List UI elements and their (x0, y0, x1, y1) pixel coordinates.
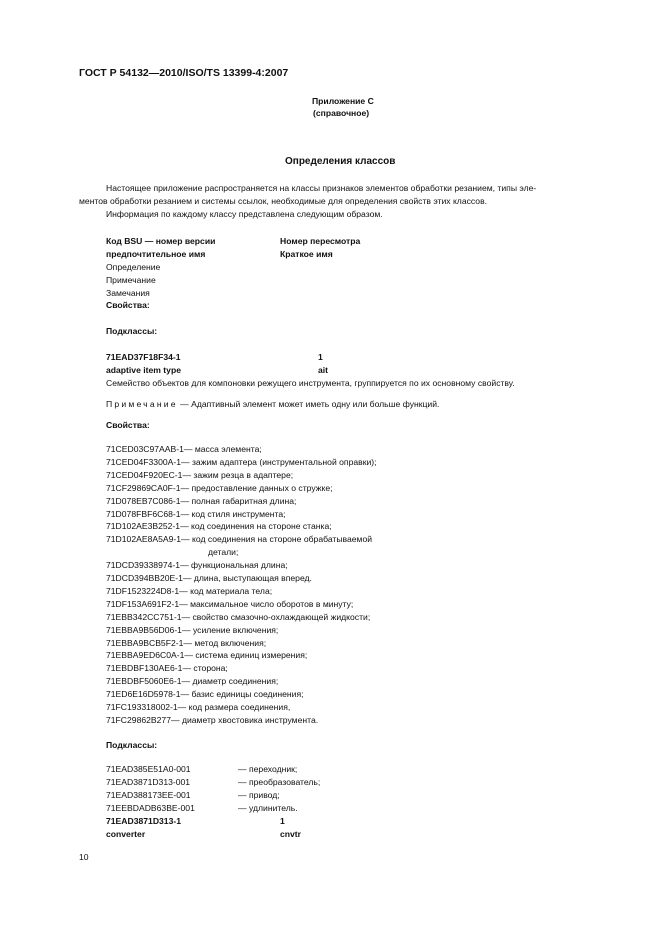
subclass-description: — удлинитель. (238, 802, 298, 813)
class2-short-name: cnvtr (280, 829, 302, 839)
property-description: — диаметр хвостовика инструмента. (170, 714, 319, 725)
subclass-description: — привод; (238, 789, 280, 800)
property-code: 71EBBA9ED6C0A-1 (106, 650, 185, 661)
property-code: 71EBDBF130AE6-1 (106, 663, 183, 674)
template-subclasses: Подклассы: (106, 326, 158, 336)
template-remarks: Замечания (106, 288, 150, 298)
property-row (106, 650, 307, 661)
property-row (106, 483, 333, 494)
subclass-code: 71EEBDADB63BE-001 (106, 802, 195, 813)
property-description: — метод включения; (183, 637, 267, 648)
property-description: — базис единицы соединения; (180, 689, 304, 700)
property-code: 71DF1523224D8-1 (106, 585, 180, 596)
property-code: 71FC193318002-1 (106, 702, 178, 712)
property-code: 71CED04F3300A-1 (106, 456, 182, 467)
property-row (106, 534, 372, 545)
class-revision: 1 (318, 352, 323, 362)
property-row (106, 547, 238, 558)
property-description: — код стиля инструмента; (180, 508, 286, 519)
property-code: 71EBBA9BCB5F2-1 (106, 637, 184, 648)
appendix-title: Приложение С (312, 96, 374, 106)
template-preferred-name: предпочтительное имя (106, 249, 206, 259)
property-code: 71D102AE3B252-1 (106, 521, 181, 532)
property-row (106, 715, 318, 726)
property-description: — максимальное число оборотов в минуту; (179, 598, 354, 609)
property-description: — код соединения на стороне обрабатываемой (181, 534, 373, 545)
property-code: 71CED03C97AAB-1 (106, 444, 184, 454)
property-row (106, 689, 304, 700)
subclass-description: — переходник; (238, 764, 298, 774)
property-description: — свойство смазочно-охлаждающей жидкости; (181, 611, 371, 622)
subclass-row (106, 764, 297, 775)
template-definition: Определение (106, 262, 161, 272)
property-row (106, 560, 288, 571)
property-description: детали; (208, 547, 239, 558)
subclass-row (106, 777, 320, 788)
property-description: — код материала тела; (179, 585, 273, 596)
intro-paragraph-line2: ментов обработки резанием и системы ссылок, необходимые для определения свойств этих классов. (79, 196, 488, 206)
subclass-code: 71EAD385E51A0-001 (106, 764, 191, 774)
property-description: — сторона; (182, 663, 228, 674)
property-row (106, 573, 312, 584)
property-code: 71D078FBF6C68-1 (106, 508, 181, 519)
class2-name: converter (106, 829, 146, 839)
property-row (106, 509, 286, 520)
property-code: 71DCD394BB20E-1 (106, 573, 183, 583)
class-name: adaptive item type (106, 365, 181, 375)
property-description: — полная габаритная длина; (180, 495, 297, 506)
template-short-name: Краткое имя (280, 249, 333, 259)
property-code: 71EBBA9B56D06-1 (106, 624, 182, 635)
note-text: — Адаптивный элемент может иметь одну или больше функций. (177, 399, 440, 409)
property-code: 71FC29862B277 (106, 714, 171, 725)
property-row (106, 444, 262, 455)
appendix-note: (справочное) (313, 108, 370, 118)
class-definition: Семейство объектов для компоновки режущего инструмента, группируется по их основному свойству. (106, 378, 515, 388)
subclass-code: 71EAD388173EE-001 (106, 789, 191, 800)
property-description: — масса элемента; (183, 444, 262, 454)
property-row (106, 638, 266, 649)
property-code: 71ED6E16D5978-1 (106, 689, 181, 700)
property-description: — зажим адаптера (инструментальной оправки); (181, 456, 377, 467)
property-code: 71EBB342CC751-1 (106, 611, 182, 622)
class2-code: 71EAD3871D313-1 (106, 816, 182, 826)
subclass-row (106, 803, 298, 814)
class-code: 71EAD37F18F34-1 (106, 352, 181, 362)
document-header: ГОСТ Р 54132—2010/ISO/TS 13399-4:2007 (79, 67, 289, 79)
class-short-name: ait (318, 365, 329, 375)
subclass-description: — преобразователь; (238, 776, 321, 787)
property-row (106, 599, 353, 610)
property-row (106, 470, 293, 481)
property-row (106, 496, 296, 507)
property-description: — длина, выступающая вперед. (182, 573, 312, 583)
note-label: Примечание (106, 399, 178, 409)
class2-revision: 1 (280, 816, 285, 826)
property-row (106, 586, 272, 597)
section-title: Определения классов (285, 156, 396, 167)
property-description: — код размера соединения, (177, 702, 291, 712)
property-row (106, 663, 228, 674)
property-row (106, 457, 377, 468)
property-code: 71DCD39338974-1 (106, 560, 181, 571)
subclass-code: 71EAD3871D313-001 (106, 776, 191, 787)
property-code: 71CF29869CA0F-1 (106, 482, 181, 493)
class-note (106, 399, 439, 410)
property-description: — усиление включения; (181, 624, 279, 635)
properties-list (106, 444, 526, 734)
template-code-label: Код BSU — номер версии (106, 236, 216, 246)
property-description: — диаметр соединения; (181, 676, 279, 687)
template-note: Примечание (106, 275, 156, 285)
intro-paragraph-line1: Настоящее приложение распространяется на классы признаков элементов обработки резанием, типы эле- (106, 183, 537, 193)
intro-paragraph-2: Информация по каждому классу представлена следующим образом. (106, 209, 383, 219)
property-code: 71EBDBF5060E6-1 (106, 676, 182, 687)
property-code: 71CED04F920EC-1 (106, 469, 183, 480)
property-row (106, 612, 370, 623)
property-code: 71DF153A691F2-1 (106, 598, 180, 609)
subclasses-list (106, 764, 406, 816)
property-row (106, 521, 332, 532)
subclasses-label: Подклассы: (106, 740, 158, 750)
template-properties: Свойства: (106, 300, 150, 310)
property-description: — зажим резца в адаптере; (182, 469, 294, 480)
property-code: 71D078EB7C086-1 (106, 495, 181, 506)
property-description: — система единиц измерения; (184, 650, 308, 661)
property-description: — функциональная длина; (180, 560, 288, 571)
property-description: — код соединения на стороне станка; (180, 521, 332, 532)
page-number: 10 (79, 852, 89, 862)
property-code: 71D102AE8A5A9-1 (106, 534, 182, 545)
property-row (106, 676, 278, 687)
property-description: — предоставление данных о стружке; (180, 482, 333, 493)
template-revision-label: Номер пересмотра (280, 236, 361, 246)
property-row (106, 625, 278, 636)
subclass-row (106, 790, 280, 801)
properties-label: Свойства: (106, 420, 150, 430)
property-row (106, 702, 290, 713)
